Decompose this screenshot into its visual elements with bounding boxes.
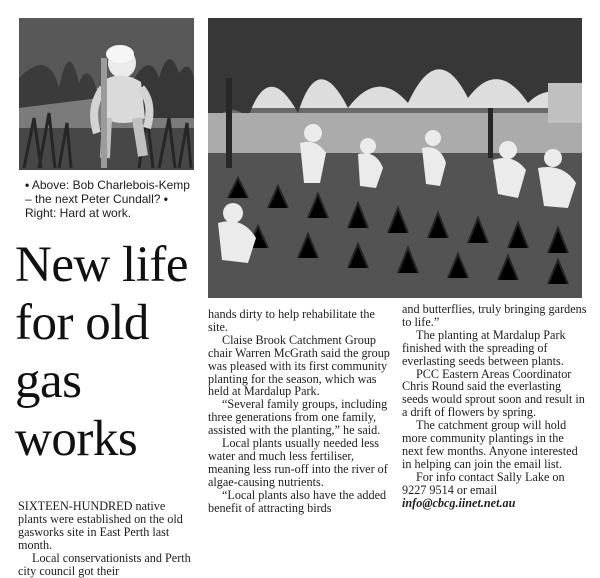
child-planting-photo [19, 18, 194, 170]
col2-paragraph-2: Claise Brook Catchment Group chair Warren McGrath said the group was pleased with its first community planting for the season, which was held at Mardalup Park. [208, 332, 390, 399]
col1-paragraph-1 [18, 500, 196, 552]
child-planting-illustration [19, 18, 194, 170]
col3-paragraph-4: The catchment group will hold more community plantings in the next few months. Anyone interested in helping can join the email list. [402, 418, 578, 471]
col2-paragraph-4: Local plants usually needed less water and much less fertiliser, meaning less run-off into the river of algae-causing nutrients. [208, 436, 388, 489]
col3-contact-text: For info contact Sally Lake on 9227 9514 or email [402, 469, 565, 497]
col3-paragraph-1: and butterflies, truly bringing gardens to life.” [402, 302, 587, 329]
col2-paragraph-3: “Several family groups, including three generations from one family, assisted with the planting,” he said. [208, 397, 388, 438]
caption-bullet-2: • [163, 192, 168, 206]
col1-paragraph-2: Local conservationists and Perth city council got their [18, 550, 191, 578]
caption-text-above: Above: Bob Charlebois-Kemp – the next Peter Cundall? [25, 178, 190, 206]
article-column-2 [208, 308, 393, 515]
article-column-1 [18, 500, 196, 577]
contact-email: info@cbcg.iinet.net.au [402, 495, 516, 510]
col3-paragraph-3: PCC Eastern Areas Coordinator Chris Round said the everlasting seeds would sprout soon and result in a drift of flowers by spring. [402, 366, 585, 420]
photo-caption [25, 178, 195, 220]
article-column-3 [402, 303, 587, 510]
volunteers-planting-illustration [208, 18, 582, 298]
volunteers-planting-photo [208, 18, 582, 298]
caption-text-right: Right: Hard at work. [25, 206, 132, 220]
col1-paragraph-1-text: native plants were established on the old gasworks site in East Perth last month. [18, 499, 183, 552]
col3-paragraph-2: The planting at Mardalup Park finished with the spreading of everlasting seeds between plants. [402, 327, 566, 368]
caption-bullet-1: • [25, 178, 30, 192]
col2-paragraph-1: hands dirty to help rehabilitate the site. [208, 307, 375, 334]
headline: New life for old gas works [15, 237, 189, 467]
col2-paragraph-5: “Local plants also have the added benefit of attracting birds [208, 487, 387, 515]
col1-lead: SIXTEEN-HUNDRED [18, 499, 133, 513]
col3-paragraph-5 [402, 471, 587, 510]
